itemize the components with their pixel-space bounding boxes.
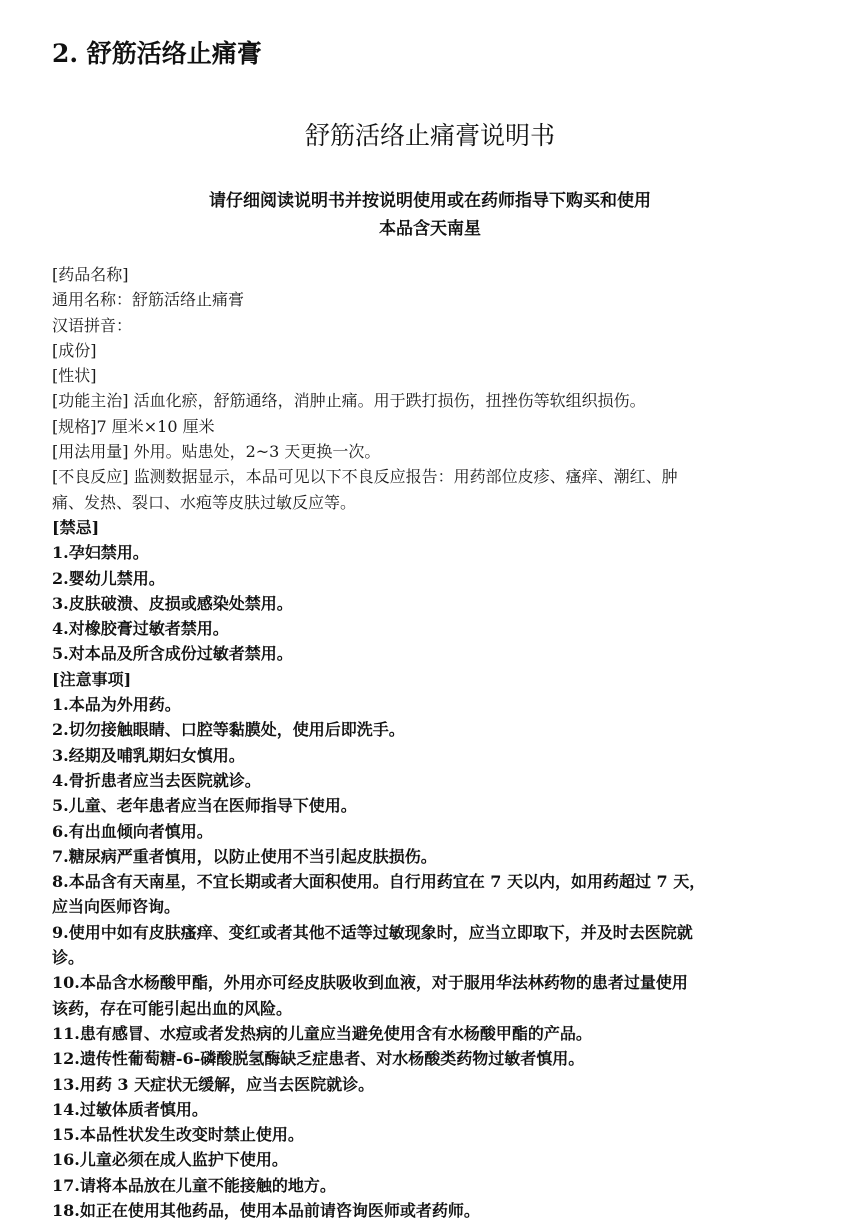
line-indications: [功能主治] 活血化瘀，舒筋通络，消肿止痛。用于跌打损伤，扭挫伤等软组织损伤。 [52, 391, 646, 411]
line-properties-heading: [性状] [52, 366, 97, 386]
precaution-item: 17.请将本品放在儿童不能接触的地方。 [52, 1175, 336, 1195]
precaution-item: 2.切勿接触眼睛、口腔等黏膜处，使用后即洗手。 [52, 720, 405, 740]
contraindication-item: 3.皮肤破溃、皮损或感染处禁用。 [52, 593, 293, 613]
section-heading: 2. 舒筋活络止痛膏 [52, 39, 262, 68]
precaution-item: 7.糖尿病严重者慎用，以防止使用不当引起皮肤损伤。 [52, 846, 437, 866]
contraindication-item: 4.对橡胶膏过敏者禁用。 [52, 619, 229, 639]
line-specification: [规格]7 厘米×10 厘米 [52, 416, 215, 436]
line-ingredients-heading: [成份] [52, 340, 97, 360]
document-title: 舒筋活络止痛膏说明书 [304, 121, 555, 150]
precaution-item-cont: 诊。 [52, 948, 85, 968]
precaution-item-cont: 应当向医师咨询。 [52, 897, 181, 917]
precaution-item: 13.用药 3 天症状无缓解，应当去医院就诊。 [52, 1074, 375, 1094]
ingredient-notice: 本品含天南星 [379, 219, 481, 239]
precaution-item: 3.经期及哺乳期妇女慎用。 [52, 745, 245, 765]
leaflet-body [52, 262, 822, 1223]
line-adverse-reactions-cont: 痛、发热、裂口、水疱等皮肤过敏反应等。 [52, 492, 357, 512]
precaution-item: 18.如正在使用其他药品，使用本品前请咨询医师或者药师。 [52, 1200, 480, 1220]
contraindication-item: 1.孕妇禁用。 [52, 543, 149, 563]
precaution-item: 10.本品含水杨酸甲酯，外用亦可经皮肤吸收到血液，对于服用华法林药物的患者过量使用 [52, 973, 688, 993]
precaution-item: 9.使用中如有皮肤瘙痒、变红或者其他不适等过敏现象时，应当立即取下，并及时去医院就 [52, 922, 693, 942]
precaution-item: 1.本品为外用药。 [52, 695, 181, 715]
precaution-item: 14.过敏体质者慎用。 [52, 1099, 208, 1119]
precaution-item: 12.遗传性葡萄糖-6-磷酸脱氢酶缺乏症患者、对水杨酸类药物过敏者慎用。 [52, 1049, 585, 1069]
precaution-item: 4.骨折患者应当去医院就诊。 [52, 770, 261, 790]
precaution-item-cont: 该药，存在可能引起出血的风险。 [52, 998, 293, 1018]
line-drug-name-heading: [药品名称] [52, 265, 129, 284]
line-generic-name: 通用名称：舒筋活络止痛膏 [52, 290, 245, 310]
precaution-item: 6.有出血倾向者慎用。 [52, 821, 213, 841]
usage-notice: 请仔细阅读说明书并按说明使用或在药师指导下购买和使用 [209, 191, 651, 211]
line-precautions-heading: [注意事项] [52, 669, 132, 689]
line-pinyin: 汉语拼音： [52, 315, 133, 335]
precaution-item: 5.儿童、老年患者应当在医师指导下使用。 [52, 796, 357, 816]
line-adverse-reactions: [不良反应] 监测数据显示，本品可见以下不良反应报告：用药部位皮疹、瘙痒、潮红、肿 [52, 467, 678, 487]
precaution-item: 16.儿童必须在成人监护下使用。 [52, 1150, 288, 1170]
line-dosage: [用法用量] 外用。贴患处，2~3 天更换一次。 [52, 442, 381, 462]
contraindication-item: 2.婴幼儿禁用。 [52, 568, 165, 588]
precaution-item: 15.本品性状发生改变时禁止使用。 [52, 1125, 304, 1145]
line-contraindications-heading: [禁忌] [52, 517, 100, 537]
precaution-item: 8.本品含有天南星，不宜长期或者大面积使用。自行用药宜在 7 天以内，如用药超过 7 天， [52, 872, 706, 892]
precaution-item: 11.患有感冒、水痘或者发热病的儿童应当避免使用含有水杨酸甲酯的产品。 [52, 1023, 592, 1043]
contraindication-item: 5.对本品及所含成份过敏者禁用。 [52, 644, 293, 664]
